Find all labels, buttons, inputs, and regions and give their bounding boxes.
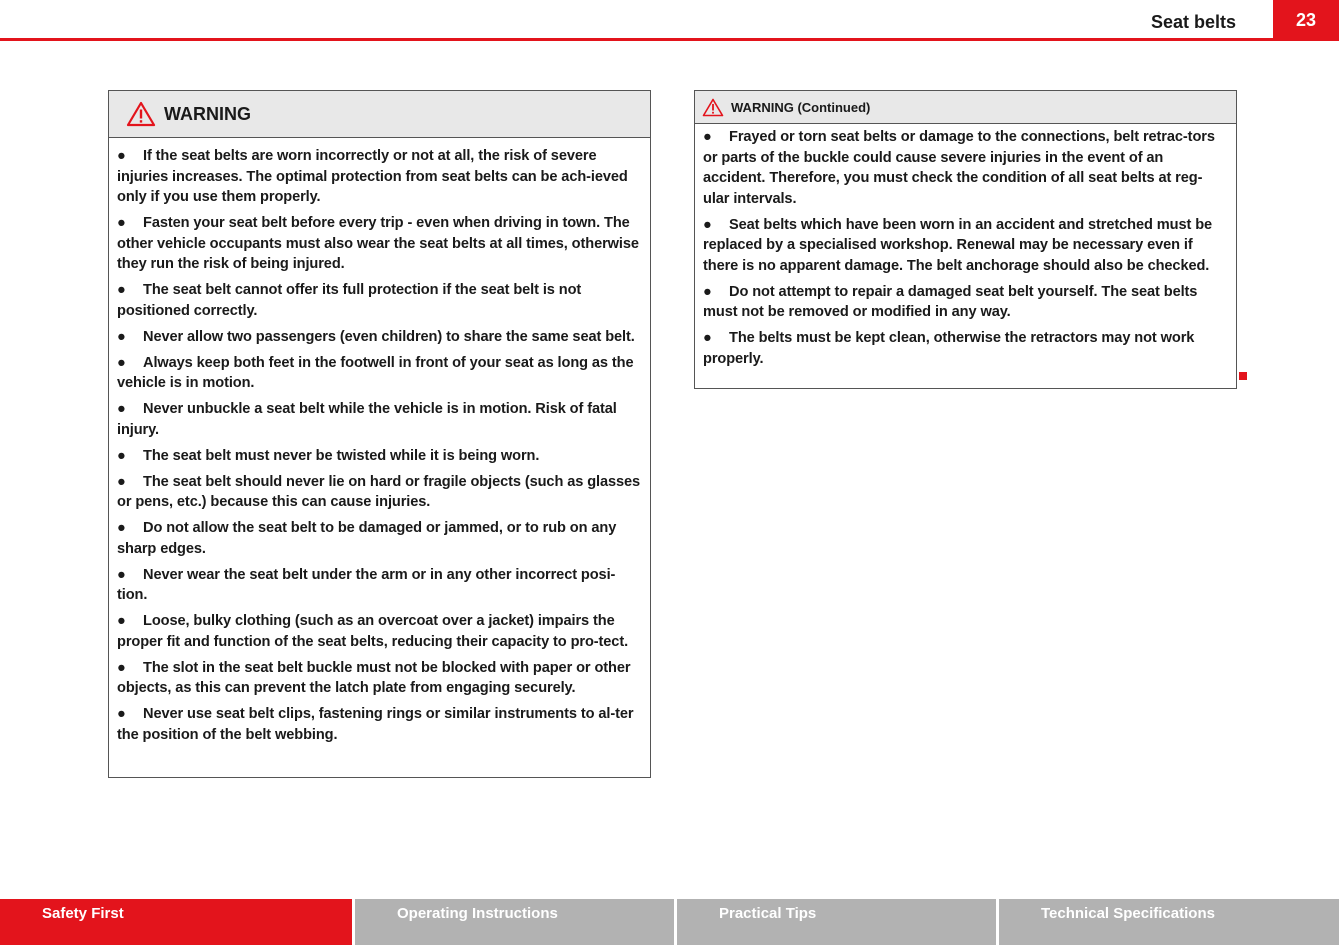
- tab-operating-instructions[interactable]: Operating Instructions: [355, 899, 674, 945]
- warning-item: [117, 446, 642, 467]
- warning-item: [703, 328, 1228, 369]
- warning-box: [108, 90, 651, 778]
- page-number: 23: [1273, 0, 1339, 41]
- warning-list: [109, 138, 650, 745]
- warning-header: [109, 91, 650, 138]
- bullet-icon: ●: [117, 215, 126, 231]
- warning-item: [117, 213, 642, 275]
- warning-item-text: The slot in the seat belt buckle must not be blocked with paper or other objects, as this can prevent the latch plate from engaging securely.: [117, 659, 631, 696]
- warning-title: WARNING (Continued): [731, 99, 871, 115]
- bullet-icon: ●: [117, 520, 126, 536]
- warning-item: [117, 280, 642, 321]
- bullet-icon: ●: [117, 148, 126, 164]
- warning-item-text: Never unbuckle a seat belt while the vehicle is in motion. Risk of fatal injury.: [117, 401, 617, 438]
- warning-item-text: Never use seat belt clips, fastening rings or similar instruments to al-ter the position of the belt webbing.: [117, 706, 634, 743]
- warning-item-text: The belts must be kept clean, otherwise the retractors may not work properly.: [703, 330, 1195, 367]
- warning-item-text: The seat belt should never lie on hard or fragile objects (such as glasses or pens, etc.) because this can cause injuries.: [117, 473, 641, 510]
- bullet-icon: ●: [117, 473, 126, 490]
- tab-practical-tips[interactable]: Practical Tips: [677, 899, 996, 945]
- warning-item: [703, 282, 1228, 323]
- bullet-icon: ●: [703, 283, 712, 300]
- warning-item-text: Never allow two passengers (even children) to share the same seat belt.: [143, 328, 635, 345]
- warning-item: [117, 146, 642, 208]
- warning-item: [117, 472, 642, 513]
- warning-item: [117, 565, 642, 606]
- warning-triangle-icon: [126, 101, 156, 127]
- warning-item-text: Loose, bulky clothing (such as an overcoat over a jacket) impairs the proper fit and function of the seat belts, reducing their capacity to pro-tect.: [117, 613, 629, 650]
- warning-list: [695, 124, 1236, 369]
- warning-item: [117, 399, 642, 440]
- bullet-icon: ●: [703, 129, 712, 145]
- warning-item-text: Always keep both feet in the footwell in front of your seat as long as the vehicle is in motion.: [117, 354, 634, 391]
- warning-title: WARNING: [164, 103, 251, 124]
- tab-technical-specifications[interactable]: Technical Specifications: [999, 899, 1339, 945]
- bullet-icon: ●: [703, 330, 712, 346]
- warning-box-continued: [694, 90, 1237, 389]
- warning-item-text: Do not attempt to repair a damaged seat belt yourself. The seat belts must not be removed or modified in any way.: [703, 283, 1198, 320]
- warning-item: [117, 704, 642, 745]
- header-rule: [0, 38, 1339, 41]
- footer-nav: [0, 899, 1339, 945]
- warning-item-text: Do not allow the seat belt to be damaged or jammed, or to rub on any sharp edges.: [117, 520, 617, 557]
- bullet-icon: ●: [117, 566, 126, 583]
- warning-item: [117, 518, 642, 559]
- bullet-icon: ●: [117, 447, 126, 464]
- section-end-marker: [1239, 372, 1247, 380]
- warning-item: [117, 658, 642, 699]
- warning-item-text: If the seat belts are worn incorrectly or not at all, the risk of severe injuries increases. The optimal protection from seat belts can be ach-ieved only if you use them properly.: [117, 148, 628, 205]
- warning-item: [117, 353, 642, 394]
- warning-header: [695, 91, 1236, 124]
- bullet-icon: ●: [117, 328, 126, 345]
- warning-item-text: Never wear the seat belt under the arm or in any other incorrect posi-tion.: [117, 566, 616, 603]
- bullet-icon: ●: [117, 354, 126, 371]
- warning-triangle-icon: [702, 98, 724, 117]
- page-title: Seat belts: [1150, 12, 1236, 32]
- warning-item: [117, 611, 642, 652]
- warning-item-text: Frayed or torn seat belts or damage to the connections, belt retrac-tors or parts of the buckle could cause severe injuries in the event of an accident. Therefore, you must check the condition of all seat belts at reg-ular intervals.: [703, 129, 1215, 207]
- warning-item-text: Fasten your seat belt before every trip - even when driving in town. The other vehicle occupants must also wear the seat belts at all times, otherwise they run the risk of being injured.: [117, 215, 639, 272]
- tab-safety-first[interactable]: Safety First: [0, 899, 352, 945]
- warning-item-text: Seat belts which have been worn in an accident and stretched must be replaced by a specialised workshop. Renewal may be necessary even if there is no apparent damage. The belt anchorage should also be checked.: [703, 216, 1213, 274]
- bullet-icon: ●: [117, 706, 126, 722]
- warning-item: [117, 327, 642, 348]
- warning-item: [703, 127, 1228, 209]
- bullet-icon: ●: [703, 216, 712, 233]
- warning-item-text: The seat belt cannot offer its full protection if the seat belt is not positioned correctly.: [117, 282, 582, 319]
- bullet-icon: ●: [117, 659, 126, 676]
- bullet-icon: ●: [117, 613, 126, 629]
- warning-item: [703, 215, 1228, 277]
- bullet-icon: ●: [117, 282, 126, 298]
- warning-item-text: The seat belt must never be twisted while it is being worn.: [143, 447, 540, 464]
- bullet-icon: ●: [117, 401, 126, 417]
